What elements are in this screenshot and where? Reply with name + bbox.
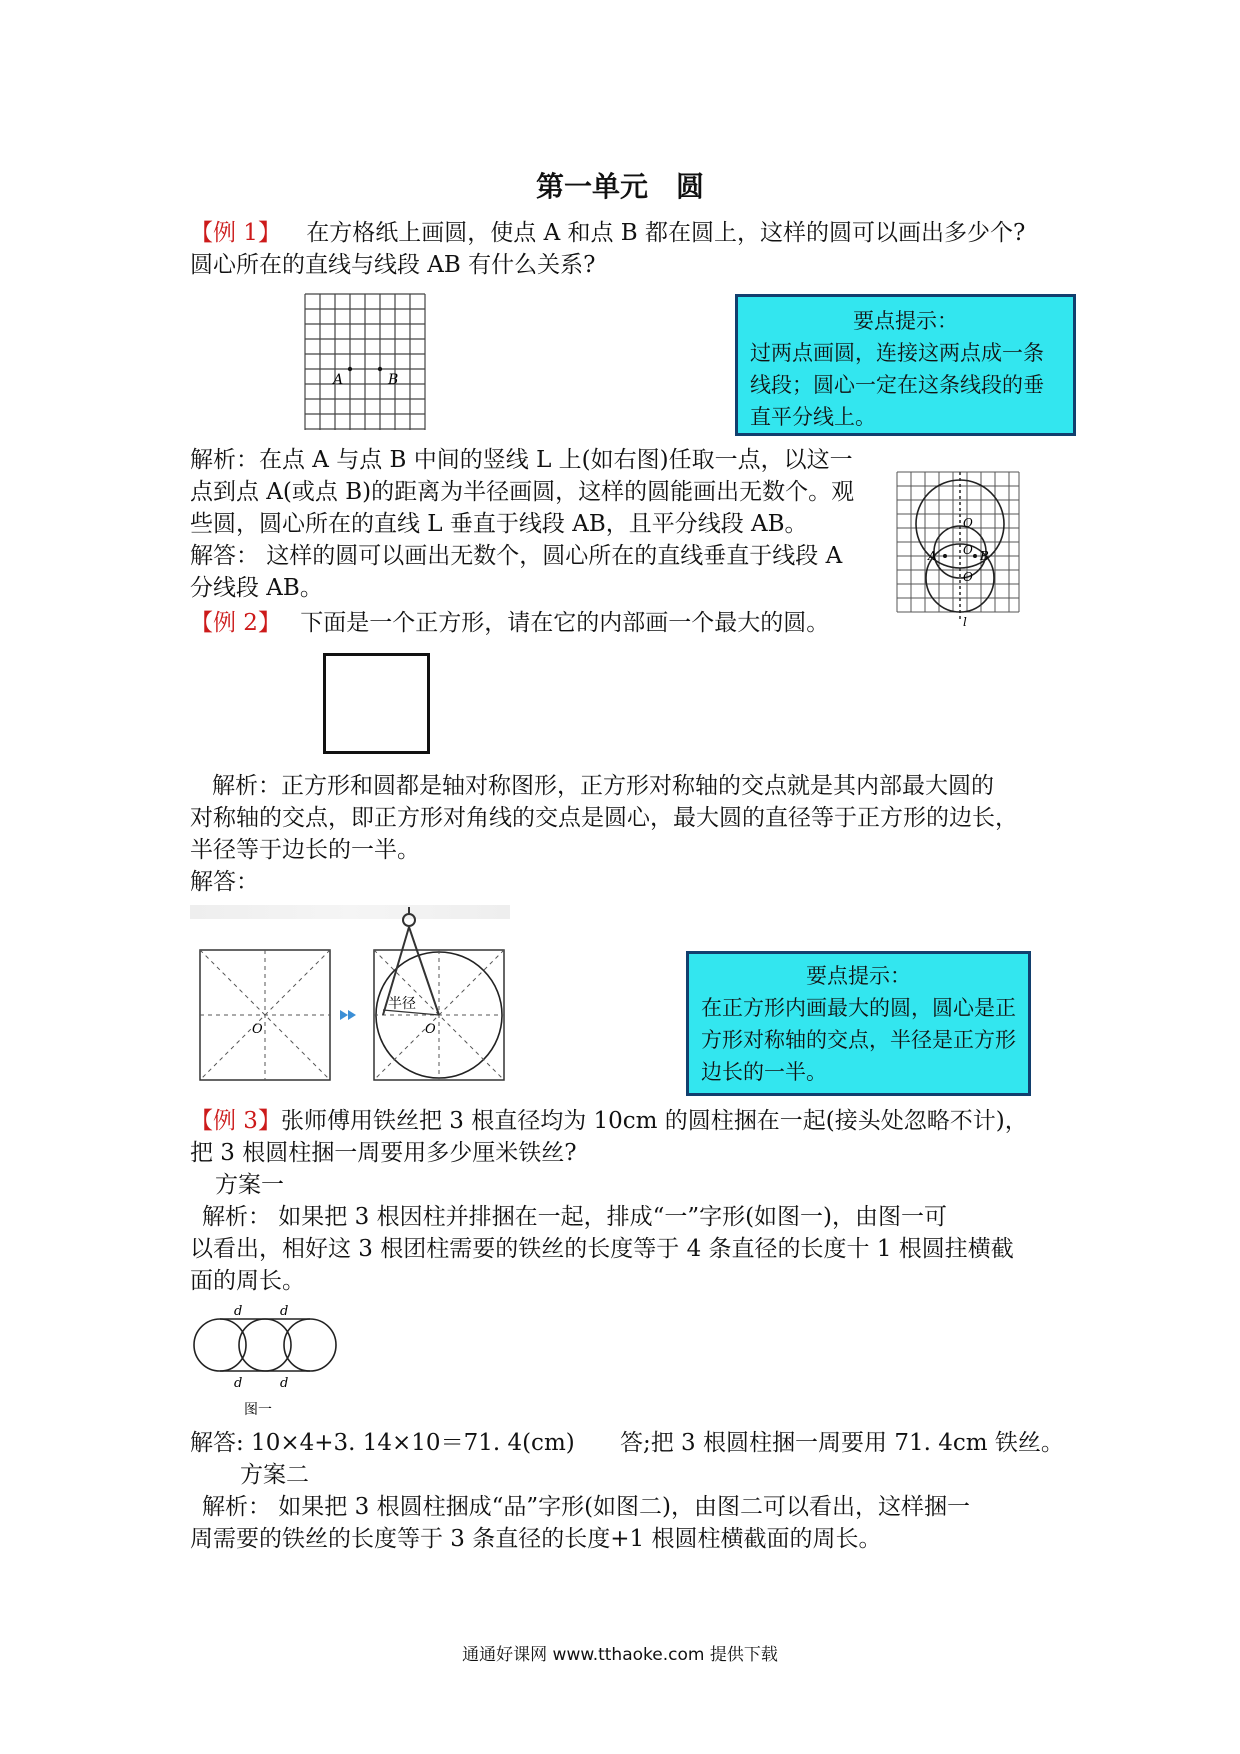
ex3-plan1-analysis-line2: 以看出，相好这 3 根团柱需要的铁丝的长度等于 4 条直径的长度十 1 根圆拄横截	[190, 1236, 1014, 1262]
ex1-analysis-line3: 些圆，圆心所在的直线 L 垂直于线段 AB，且平分线段 AB。	[190, 511, 808, 537]
square2-center-o: O	[425, 1022, 436, 1037]
circle-point-b: B	[980, 549, 989, 563]
ex2-tip-body: 在正方形内画最大的圆，圆心是正方形对称轴的交点，半径是正方形边长的一半。	[701, 996, 1016, 1084]
circle-center-o1: O	[963, 516, 973, 530]
ex2-tip-box	[686, 951, 1031, 1096]
ex1-tip-body: 过两点画圆，连接这两点成一条线段；圆心一定在这条线段的垂直平分线上。	[750, 341, 1044, 429]
ex3-tag: 【例 3】	[190, 1108, 281, 1134]
ex3-answer1-conclusion: 答;把 3 根圆柱捆一周要用 71. 4cm 铁丝。	[620, 1430, 1064, 1456]
ex2-analysis-line2: 对称轴的交点，即正方形对角线的交点是圆心，最大圆的直径等于正方形的边长，	[190, 805, 1018, 831]
ex1-tip-box	[735, 294, 1076, 436]
point-a-label: A	[333, 372, 344, 388]
fig1-d-top-left: d	[234, 1304, 243, 1319]
point-a-dot	[348, 367, 352, 371]
ex1-analysis-line1: 解析：在点 A 与点 B 中间的竖线 L 上(如右图)任取一点，以这一	[190, 447, 853, 473]
ex3-question-line2: 把 3 根圆柱捆一周要用多少厘米铁丝?	[190, 1140, 577, 1166]
point-b-dot	[378, 367, 382, 371]
ex1-question-line1	[190, 217, 1025, 249]
ex2-tip-title: 要点提示：	[806, 964, 911, 988]
radius-label: 半径	[388, 996, 416, 1012]
ex3-answer1: 解答: 10×4+3. 14×10＝71. 4(cm)	[190, 1430, 575, 1456]
circle-center-o2: O	[963, 543, 973, 557]
ex3-plan2-heading: 方案二	[240, 1462, 309, 1488]
ex2-square	[323, 653, 430, 754]
ex1-tag: 【例 1】	[190, 220, 281, 246]
ex2-figure	[198, 905, 514, 1085]
fig1-d-bottom-left: d	[234, 1376, 243, 1391]
page-title: 第一单元 圆	[535, 170, 704, 203]
ex1-question-text: 在方格纸上画圆，使点 A 和点 B 都在圆上，这样的圆可以画出多少个?	[306, 220, 1026, 246]
ex2-question-line	[190, 607, 829, 639]
ex2-analysis-line3: 半径等于边长的一半。	[190, 837, 420, 863]
ex1-question-line2: 圆心所在的直线与线段 AB 有什么关系?	[190, 252, 596, 278]
ex3-figure-one	[190, 1300, 340, 1422]
ex1-circles-figure	[893, 470, 1025, 628]
circle-center-o3: O	[963, 570, 973, 584]
ex3-plan1-analysis-line1: 解析： 如果把 3 根因柱并排捆在一起，排成“一”字形(如图一)，由图一可	[202, 1204, 948, 1230]
ex1-grid-figure	[303, 292, 430, 432]
ex3-question-line1	[190, 1105, 1028, 1137]
ex2-analysis-line1: 解析：正方形和圆都是轴对称图形，正方形对称轴的交点就是其内部最大圆的	[212, 773, 994, 799]
point-b-label: B	[388, 372, 399, 388]
ex3-plan2-analysis-line1: 解析： 如果把 3 根圆柱捆成“品”字形(如图二)，由图二可以看出，这样捆一	[202, 1494, 971, 1520]
ex1-analysis-line2: 点到点 A(或点 B)的距离为半径画圆，这样的圆能画出无数个。观	[190, 479, 855, 505]
ex3-plan1-heading: 方案一	[215, 1172, 284, 1198]
fig1-d-top-right: d	[280, 1304, 289, 1319]
ex2-answer-label: 解答：	[190, 869, 259, 895]
ex2-question-text: 下面是一个正方形，请在它的内部画一个最大的圆。	[300, 610, 830, 636]
ex3-plan2-analysis-line2: 周需要的铁丝的长度等于 3 条直径的长度+1 根圆柱横截面的周长。	[190, 1526, 882, 1552]
fig1-d-bottom-right: d	[280, 1376, 289, 1391]
circle-point-a: A	[928, 549, 937, 563]
ex1-answer-line2: 分线段 AB。	[190, 575, 323, 601]
page-footer: 通通好课网 www.tthaoke.com 提供下载	[462, 1645, 778, 1665]
square1-center-o: O	[252, 1022, 263, 1037]
line-l-label: l	[963, 615, 967, 628]
ex3-question-text: 张师傅用铁丝把 3 根直径均为 10cm 的圆柱捆在一起(接头处忽略不计)，	[280, 1108, 1028, 1134]
ex1-answer-line1: 解答： 这样的圆可以画出无数个，圆心所在的直线垂直于线段 A	[190, 543, 843, 569]
ex2-tag: 【例 2】	[190, 610, 281, 636]
fig1-caption: 图一	[244, 1402, 272, 1418]
ex1-tip-title: 要点提示：	[853, 309, 958, 333]
ex3-plan1-analysis-line3: 面的周长。	[190, 1268, 305, 1294]
